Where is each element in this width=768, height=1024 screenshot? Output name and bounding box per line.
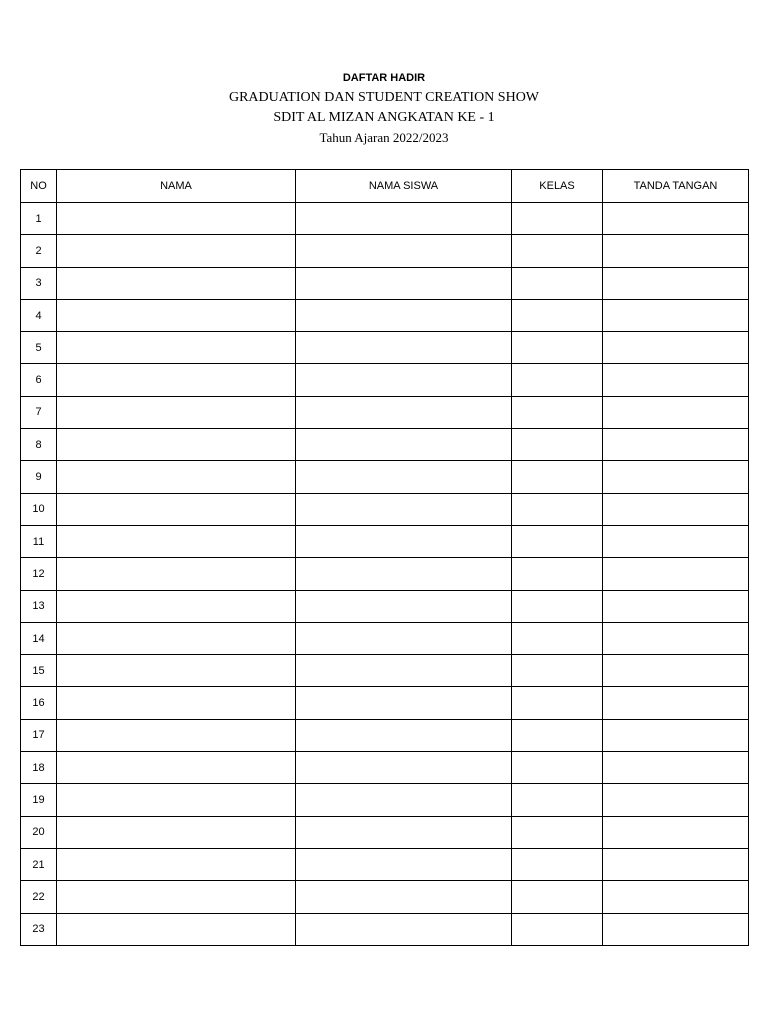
nama-siswa-cell — [296, 396, 512, 428]
nama-cell — [57, 558, 296, 590]
kelas-cell — [512, 525, 603, 557]
nama-cell — [57, 364, 296, 396]
nama-siswa-cell — [296, 881, 512, 913]
row-number-cell: 15 — [21, 655, 57, 687]
nama-siswa-cell — [296, 816, 512, 848]
nama-siswa-cell — [296, 299, 512, 331]
table-row — [21, 203, 749, 235]
nama-siswa-cell — [296, 267, 512, 299]
column-header-nama: NAMA — [57, 170, 296, 203]
table-body — [21, 203, 749, 946]
nama-siswa-cell — [296, 622, 512, 654]
table-row — [21, 235, 749, 267]
kelas-cell — [512, 848, 603, 880]
row-number-cell: 6 — [21, 364, 57, 396]
tanda-tangan-cell — [603, 332, 749, 364]
nama-cell — [57, 525, 296, 557]
tanda-tangan-cell — [603, 719, 749, 751]
nama-cell — [57, 719, 296, 751]
kelas-cell — [512, 752, 603, 784]
table-row — [21, 655, 749, 687]
table-row — [21, 493, 749, 525]
nama-cell — [57, 203, 296, 235]
table-row — [21, 525, 749, 557]
kelas-cell — [512, 493, 603, 525]
kelas-cell — [512, 299, 603, 331]
table-row — [21, 784, 749, 816]
nama-siswa-cell — [296, 203, 512, 235]
nama-cell — [57, 816, 296, 848]
tanda-tangan-cell — [603, 525, 749, 557]
academic-year: Tahun Ajaran 2022/2023 — [319, 130, 449, 145]
table-row — [21, 299, 749, 331]
nama-siswa-cell — [296, 719, 512, 751]
nama-siswa-cell — [296, 332, 512, 364]
nama-siswa-cell — [296, 687, 512, 719]
table-row — [21, 913, 749, 945]
nama-cell — [57, 752, 296, 784]
table-row — [21, 687, 749, 719]
nama-siswa-cell — [296, 493, 512, 525]
row-number-cell: 7 — [21, 396, 57, 428]
kelas-cell — [512, 461, 603, 493]
row-number-cell: 5 — [21, 332, 57, 364]
row-number-cell: 19 — [21, 784, 57, 816]
table-row — [21, 881, 749, 913]
kelas-cell — [512, 719, 603, 751]
tanda-tangan-cell — [603, 299, 749, 331]
row-number-cell: 12 — [21, 558, 57, 590]
column-header-tanda-tangan: TANDA TANGAN — [603, 170, 749, 203]
table-header-row — [21, 170, 749, 203]
tanda-tangan-cell — [603, 429, 749, 461]
nama-siswa-cell — [296, 235, 512, 267]
row-number-cell: 22 — [21, 881, 57, 913]
row-number-cell: 11 — [21, 525, 57, 557]
nama-cell — [57, 429, 296, 461]
table-row — [21, 590, 749, 622]
row-number-cell: 3 — [21, 267, 57, 299]
table-row — [21, 622, 749, 654]
nama-siswa-cell — [296, 913, 512, 945]
nama-siswa-cell — [296, 525, 512, 557]
nama-cell — [57, 332, 296, 364]
kelas-cell — [512, 784, 603, 816]
nama-cell — [57, 655, 296, 687]
table-row — [21, 719, 749, 751]
nama-siswa-cell — [296, 364, 512, 396]
tanda-tangan-cell — [603, 364, 749, 396]
nama-siswa-cell — [296, 848, 512, 880]
nama-cell — [57, 848, 296, 880]
kelas-cell — [512, 590, 603, 622]
tanda-tangan-cell — [603, 752, 749, 784]
tanda-tangan-cell — [603, 590, 749, 622]
kelas-cell — [512, 655, 603, 687]
kelas-cell — [512, 235, 603, 267]
nama-siswa-cell — [296, 590, 512, 622]
nama-cell — [57, 622, 296, 654]
tanda-tangan-cell — [603, 848, 749, 880]
kelas-cell — [512, 332, 603, 364]
kelas-cell — [512, 429, 603, 461]
row-number-cell: 23 — [21, 913, 57, 945]
kelas-cell — [512, 816, 603, 848]
nama-cell — [57, 493, 296, 525]
nama-cell — [57, 235, 296, 267]
tanda-tangan-cell — [603, 267, 749, 299]
tanda-tangan-cell — [603, 881, 749, 913]
table-row — [21, 364, 749, 396]
nama-cell — [57, 299, 296, 331]
table-row — [21, 429, 749, 461]
kelas-cell — [512, 913, 603, 945]
tanda-tangan-cell — [603, 203, 749, 235]
table-row — [21, 267, 749, 299]
row-number-cell: 17 — [21, 719, 57, 751]
kelas-cell — [512, 881, 603, 913]
row-number-cell: 4 — [21, 299, 57, 331]
table-row — [21, 332, 749, 364]
nama-siswa-cell — [296, 655, 512, 687]
nama-cell — [57, 267, 296, 299]
kelas-cell — [512, 622, 603, 654]
row-number-cell: 21 — [21, 848, 57, 880]
row-number-cell: 1 — [21, 203, 57, 235]
row-number-cell: 8 — [21, 429, 57, 461]
nama-cell — [57, 590, 296, 622]
tanda-tangan-cell — [603, 622, 749, 654]
kelas-cell — [512, 267, 603, 299]
nama-cell — [57, 396, 296, 428]
attendance-table — [20, 169, 749, 946]
tanda-tangan-cell — [603, 558, 749, 590]
column-header-no: NO — [21, 170, 57, 203]
tanda-tangan-cell — [603, 461, 749, 493]
tanda-tangan-cell — [603, 396, 749, 428]
nama-siswa-cell — [296, 429, 512, 461]
row-number-cell: 13 — [21, 590, 57, 622]
row-number-cell: 20 — [21, 816, 57, 848]
table-row — [21, 848, 749, 880]
nama-siswa-cell — [296, 752, 512, 784]
nama-cell — [57, 784, 296, 816]
row-number-cell: 9 — [21, 461, 57, 493]
column-header-nama-siswa: NAMA SISWA — [296, 170, 512, 203]
row-number-cell: 2 — [21, 235, 57, 267]
tanda-tangan-cell — [603, 493, 749, 525]
nama-siswa-cell — [296, 558, 512, 590]
nama-siswa-cell — [296, 461, 512, 493]
school-title: SDIT AL MIZAN ANGKATAN KE - 1 — [273, 110, 495, 125]
table-row — [21, 558, 749, 590]
nama-cell — [57, 687, 296, 719]
tanda-tangan-cell — [603, 235, 749, 267]
kelas-cell — [512, 203, 603, 235]
document-title: DAFTAR HADIR — [342, 72, 426, 84]
kelas-cell — [512, 687, 603, 719]
row-number-cell: 18 — [21, 752, 57, 784]
event-title: GRADUATION DAN STUDENT CREATION SHOW — [228, 90, 540, 105]
kelas-cell — [512, 364, 603, 396]
kelas-cell — [512, 396, 603, 428]
row-number-cell: 16 — [21, 687, 57, 719]
document-header — [0, 68, 768, 148]
nama-siswa-cell — [296, 784, 512, 816]
nama-cell — [57, 913, 296, 945]
tanda-tangan-cell — [603, 816, 749, 848]
row-number-cell: 10 — [21, 493, 57, 525]
table-row — [21, 461, 749, 493]
table-row — [21, 816, 749, 848]
tanda-tangan-cell — [603, 784, 749, 816]
table-row — [21, 396, 749, 428]
row-number-cell: 14 — [21, 622, 57, 654]
kelas-cell — [512, 558, 603, 590]
tanda-tangan-cell — [603, 655, 749, 687]
column-header-kelas: KELAS — [512, 170, 603, 203]
nama-cell — [57, 881, 296, 913]
table-row — [21, 752, 749, 784]
tanda-tangan-cell — [603, 687, 749, 719]
nama-cell — [57, 461, 296, 493]
tanda-tangan-cell — [603, 913, 749, 945]
